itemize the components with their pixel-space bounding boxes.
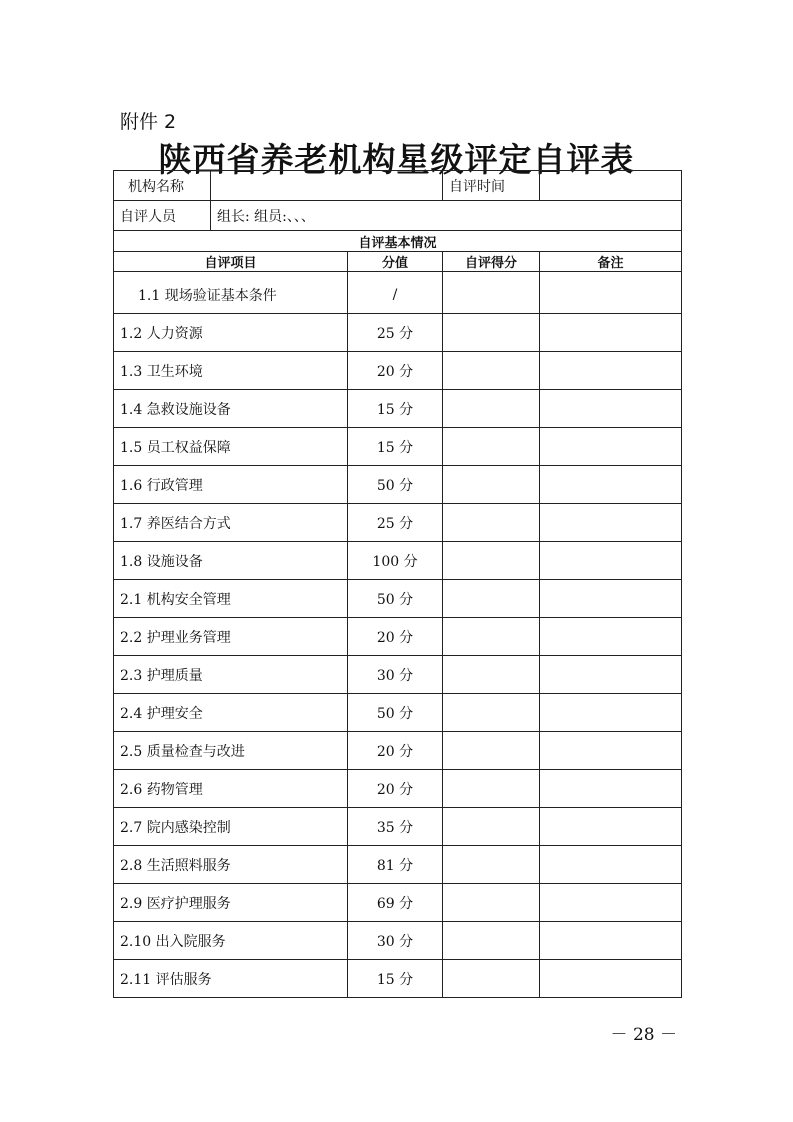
row-self-score-field[interactable]: [443, 580, 540, 618]
row-self-score-field[interactable]: [443, 922, 540, 960]
row-score-value: 69 分: [348, 884, 443, 922]
row-score-value: 15 分: [348, 960, 443, 998]
row-self-score-field[interactable]: [443, 390, 540, 428]
row-note-field[interactable]: [540, 542, 682, 580]
table-row: [114, 542, 682, 580]
row-note-field[interactable]: [540, 656, 682, 694]
table-row: [114, 428, 682, 466]
col-header-note: 备注: [540, 252, 682, 272]
row-self-score-field[interactable]: [443, 656, 540, 694]
row-item-label: 2.3 护理质量: [114, 656, 348, 694]
row-self-score-field[interactable]: [443, 960, 540, 998]
evaluators-label: 自评人员: [114, 201, 211, 231]
row-score-value: 50 分: [348, 694, 443, 732]
row-item-label: 1.4 急救设施设备: [114, 390, 348, 428]
row-item-label: 2.8 生活照料服务: [114, 846, 348, 884]
row-item-label: 1.2 人力资源: [114, 314, 348, 352]
table-row: [114, 352, 682, 390]
row-item-label: 2.4 护理安全: [114, 694, 348, 732]
row-note-field[interactable]: [540, 884, 682, 922]
row-score-value: 30 分: [348, 656, 443, 694]
row-score-value: 20 分: [348, 770, 443, 808]
section-row: [114, 231, 682, 252]
row-score-value: 20 分: [348, 618, 443, 656]
row-self-score-field[interactable]: [443, 314, 540, 352]
header-row-evaluators: [114, 201, 682, 231]
row-self-score-field[interactable]: [443, 808, 540, 846]
table-row: [114, 770, 682, 808]
row-self-score-field[interactable]: [443, 694, 540, 732]
row-note-field[interactable]: [540, 390, 682, 428]
row-score-value: 20 分: [348, 352, 443, 390]
row-self-score-field[interactable]: [443, 618, 540, 656]
row-self-score-field[interactable]: [443, 846, 540, 884]
column-header-row: [114, 252, 682, 272]
eval-time-label: 自评时间: [443, 171, 540, 201]
eval-time-field[interactable]: [540, 171, 682, 201]
header-row-org: [114, 171, 682, 201]
self-evaluation-table: [113, 170, 682, 998]
col-header-item: 自评项目: [114, 252, 348, 272]
row-item-label: 2.2 护理业务管理: [114, 618, 348, 656]
table-row: [114, 618, 682, 656]
org-name-field[interactable]: [211, 171, 443, 201]
table-row: [114, 466, 682, 504]
row-self-score-field[interactable]: [443, 428, 540, 466]
table-row: [114, 960, 682, 998]
row-score-value: 20 分: [348, 732, 443, 770]
row-note-field[interactable]: [540, 770, 682, 808]
table-row: [114, 922, 682, 960]
row-self-score-field[interactable]: [443, 732, 540, 770]
row-item-label: 2.11 评估服务: [114, 960, 348, 998]
row-score-value: 15 分: [348, 390, 443, 428]
row-note-field[interactable]: [540, 694, 682, 732]
row-score-value: 15 分: [348, 428, 443, 466]
row-note-field[interactable]: [540, 846, 682, 884]
row-score-value: 50 分: [348, 580, 443, 618]
evaluators-field[interactable]: 组长: 组员:、、、: [211, 201, 682, 231]
row-note-field[interactable]: [540, 466, 682, 504]
row-item-label: 2.10 出入院服务: [114, 922, 348, 960]
row-score-value: 100 分: [348, 542, 443, 580]
row-score-value: 81 分: [348, 846, 443, 884]
row-self-score-field[interactable]: [443, 542, 540, 580]
row-note-field[interactable]: [540, 504, 682, 542]
table-row: [114, 314, 682, 352]
table-row: [114, 846, 682, 884]
table-row: [114, 656, 682, 694]
table-row: [114, 694, 682, 732]
row-item-label: 2.9 医疗护理服务: [114, 884, 348, 922]
row-item-label: 2.6 药物管理: [114, 770, 348, 808]
row-self-score-field[interactable]: [443, 272, 540, 314]
org-name-label: 机构名称: [114, 171, 211, 201]
row-score-value: 30 分: [348, 922, 443, 960]
row-self-score-field[interactable]: [443, 352, 540, 390]
row-note-field[interactable]: [540, 922, 682, 960]
row-item-label: 1.1 现场验证基本条件: [114, 272, 348, 314]
table-row: [114, 884, 682, 922]
table-row: [114, 808, 682, 846]
table-row: [114, 504, 682, 542]
row-note-field[interactable]: [540, 314, 682, 352]
row-note-field[interactable]: [540, 352, 682, 390]
row-self-score-field[interactable]: [443, 884, 540, 922]
row-score-value: 25 分: [348, 504, 443, 542]
row-note-field[interactable]: [540, 580, 682, 618]
row-item-label: 1.8 设施设备: [114, 542, 348, 580]
row-note-field[interactable]: [540, 618, 682, 656]
row-self-score-field[interactable]: [443, 770, 540, 808]
row-score-value: /: [348, 272, 443, 314]
row-item-label: 1.7 养医结合方式: [114, 504, 348, 542]
table-row: [114, 272, 682, 314]
row-score-value: 25 分: [348, 314, 443, 352]
page-title: 陕西省养老机构星级评定自评表: [158, 140, 635, 179]
row-score-value: 50 分: [348, 466, 443, 504]
row-item-label: 1.6 行政管理: [114, 466, 348, 504]
row-self-score-field[interactable]: [443, 504, 540, 542]
row-note-field[interactable]: [540, 428, 682, 466]
table-row: [114, 580, 682, 618]
row-item-label: 2.7 院内感染控制: [114, 808, 348, 846]
row-item-label: 1.3 卫生环境: [114, 352, 348, 390]
row-note-field[interactable]: [540, 960, 682, 998]
row-score-value: 35 分: [348, 808, 443, 846]
attachment-label: 附件 2: [120, 111, 177, 133]
row-item-label: 1.5 员工权益保障: [114, 428, 348, 466]
col-header-score: 分值: [348, 252, 443, 272]
table-row: [114, 732, 682, 770]
row-note-field[interactable]: [540, 272, 682, 314]
row-note-field[interactable]: [540, 808, 682, 846]
page-number: － 28 －: [610, 1025, 677, 1045]
table-row: [114, 390, 682, 428]
row-note-field[interactable]: [540, 732, 682, 770]
row-self-score-field[interactable]: [443, 466, 540, 504]
row-item-label: 2.1 机构安全管理: [114, 580, 348, 618]
section-title: 自评基本情况: [114, 231, 682, 252]
col-header-self-score: 自评得分: [443, 252, 540, 272]
row-item-label: 2.5 质量检查与改进: [114, 732, 348, 770]
